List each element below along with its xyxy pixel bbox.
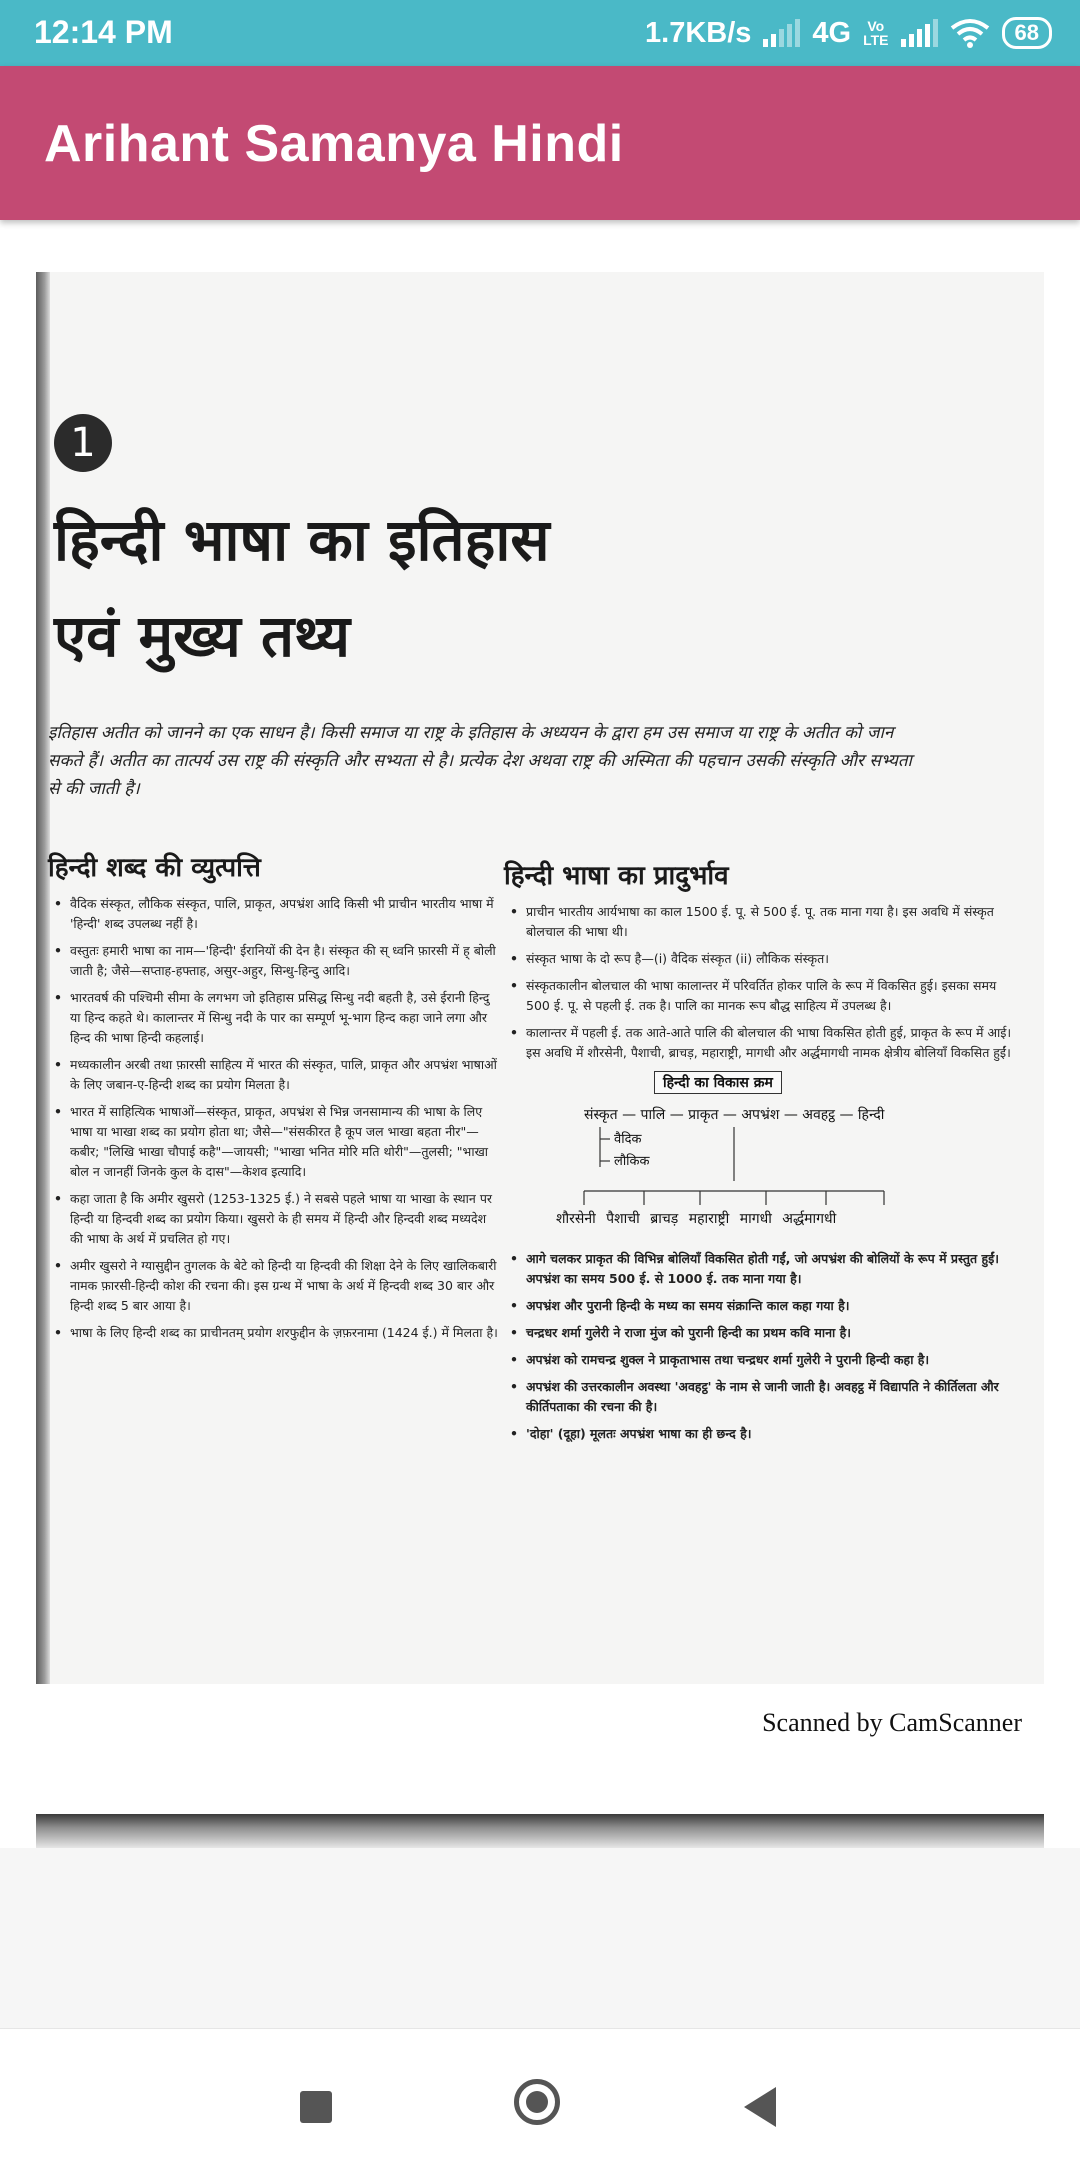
- diagram-laukik: लौकिक: [614, 1154, 650, 1169]
- battery-icon: [1002, 17, 1052, 49]
- app-title: Arihant Samanya Hindi: [44, 115, 624, 173]
- list-item: • संस्कृत भाषा के दो रूप है—(i) वैदिक संस्कृत (ii) लौकिक संस्कृत।: [504, 949, 1024, 969]
- app-bar: [0, 66, 1080, 220]
- diagram-dialects: शौरसेनी पैशाची ब्राचड़ महाराष्ट्री मागधी अर्द्धमागधी: [556, 1211, 837, 1227]
- diagram-sequence: संस्कृत — पालि — प्राकृत — अपभ्रंश — अवहट्ठ — हिन्दी: [584, 1107, 885, 1123]
- status-icons: [645, 12, 1052, 54]
- list-item: • मध्यकालीन अरबी तथा फ़ारसी साहित्य में भारत की संस्कृत, पालि, प्राकृत और अपभ्रंश भाषाओं के लिए जबान-ए-हिन्दी शब्द का प्रयोग मिलता है।: [48, 1055, 500, 1095]
- right-points: [504, 902, 1024, 1063]
- back-button[interactable]: [744, 2087, 776, 2127]
- list-item: • अमीर खुसरो ने ग्यासुद्दीन तुगलक के बेटे को हिन्दी या हिन्दवी की शिक्षा देने के लिए खालिकबारी नामक फ़ारसी-हिन्दी कोश की रचना की। इस ग्रन्थ में भाषा के अर्थ में हिन्दवी शब्द 30 बार और हिन्दी शब्द 5 बार आया है।: [48, 1256, 500, 1316]
- right-column: [504, 856, 1024, 1451]
- status-time: 12:14 PM: [34, 14, 173, 50]
- list-item: • वस्तुतः हमारी भाषा का नाम—'हिन्दी' ईरानियों की देन है। संस्कृत की स् ध्वनि फ़ारसी में ह् बोली जाती है; जैसे—सप्ताह-हफ्ताह, असुर-अहुर, सिन्धु-हिन्दु आदि।: [48, 941, 500, 981]
- next-page-preview[interactable]: [36, 1814, 1044, 1848]
- status-bar: [0, 0, 1080, 66]
- navigation-bar: [0, 2028, 1080, 2161]
- list-item: • कालान्तर में पहली ई. तक आते-आते पालि की बोलचाल की भाषा विकसित होती हुई, प्राकृत के रूप में आई। इस अवधि में शौरसेनी, पैशाची, ब्राचड़, महाराष्ट्री, मागधी और अर्द्धमागधी नामक क्षेत्रीय बोलियाँ विकसित हुईं।: [504, 1023, 1024, 1063]
- diagram-vedic: वैदिक: [614, 1132, 642, 1147]
- chapter-title: [54, 492, 754, 684]
- recents-button[interactable]: [300, 2091, 332, 2123]
- home-button[interactable]: [514, 2079, 560, 2125]
- list-item: • अपभ्रंश की उत्तरकालीन अवस्था 'अवहट्ठ' के नाम से जानी जाती है। अवहट्ठ में विद्यापति ने कीर्तिलता और कीर्तिपताका की रचना की है।: [504, 1377, 1024, 1417]
- list-item: • भाषा के लिए हिन्दी शब्द का प्राचीनतम् प्रयोग शरफुद्दीन के ज़फ़रनामा (1424 ई.) में मिलता है।: [48, 1323, 500, 1343]
- chapter-number-badge: 1: [54, 414, 112, 472]
- left-points: [48, 894, 500, 1343]
- list-item: • अपभ्रंश को रामचन्द्र शुक्ल ने प्राकृताभास तथा चन्द्रधर शर्मा गुलेरी ने पुरानी हिन्दी कहा है।: [504, 1350, 1024, 1370]
- list-item: • संस्कृतकालीन बोलचाल की भाषा कालान्तर में परिवर्तित होकर पालि के रूप में विकसित हुई। इसका समय 500 ई. पू. से पहली ई. तक है। पालि का मानक रूप बौद्ध साहित्य में उपलब्ध है।: [504, 976, 1024, 1016]
- chapter-title-line2: एवं मुख्य तथ्य: [54, 602, 351, 670]
- network-type: 4G: [812, 16, 852, 49]
- right-points-continued: [504, 1249, 1024, 1444]
- list-item: • 'दोहा' (दूहा) मूलतः अपभ्रंश भाषा का ही छन्द है।: [504, 1424, 1024, 1444]
- list-item: • अपभ्रंश और पुरानी हिन्दी के मध्य का समय संक्रान्ति काल कहा गया है।: [504, 1296, 1024, 1316]
- language-evolution-diagram: [504, 1071, 1024, 1237]
- list-item: • आगे चलकर प्राकृत की विभिन्न बोलियाँ विकसित होती गईं, जो अपभ्रंश की बोलियों के रूप में प्रस्तुत हुईं। अपभ्रंश का समय 500 ई. से 1000 ई. तक माना गया है।: [504, 1249, 1024, 1289]
- intro-paragraph: इतिहास अतीत को जानने का एक साधन है। किसी समाज या राष्ट्र के इतिहास के अध्ययन के द्वारा हम उस समाज या राष्ट्र के अतीत को जान सकते हैं। अतीत का तात्पर्य उस राष्ट्र की संस्कृति और सभ्यता से है। प्रत्येक देश अथवा राष्ट्र की अस्मिता की पहचान उसकी संस्कृति और सभ्यता से की जाती है।: [48, 723, 912, 799]
- right-column-heading: हिन्दी भाषा का प्रादुर्भाव: [504, 861, 729, 891]
- left-column-heading: हिन्दी शब्द की व्युत्पत्ति: [48, 853, 261, 883]
- list-item: • कहा जाता है कि अमीर खुसरो (1253-1325 ई.) ने सबसे पहले भाषा या भाखा के स्थान पर हिन्दी या हिन्दवी शब्द का प्रयोग किया। खुसरो के ही समय में हिन्दी और हिन्दवी शब्द मध्यदेश की भाषा के अर्थ में प्रचलित हो गए।: [48, 1189, 500, 1249]
- battery-level: 68: [1014, 20, 1039, 45]
- scanned-page[interactable]: [36, 272, 1044, 1684]
- chapter-title-line1: हिन्दी भाषा का इतिहास: [54, 506, 550, 574]
- signal-icon: [763, 19, 800, 47]
- list-item: • चन्द्रधर शर्मा गुलेरी ने राजा मुंज को पुरानी हिन्दी का प्रथम कवि माना है।: [504, 1323, 1024, 1343]
- list-item: • प्राचीन भारतीय आर्यभाषा का काल 1500 ई. पू. से 500 ई. पू. तक माना गया है। इस अवधि में संस्कृत बोलचाल की भाषा थी।: [504, 902, 1024, 942]
- list-item: • वैदिक संस्कृत, लौकिक संस्कृत, पालि, प्राकृत, अपभ्रंश आदि किसी भी प्राचीन भारतीय भाषा में 'हिन्दी' शब्द उपलब्ध नहीं है।: [48, 894, 500, 934]
- scanner-watermark: Scanned by CamScanner: [762, 1708, 1022, 1737]
- diagram-title: हिन्दी का विकास क्रम: [654, 1071, 782, 1094]
- network-speed: 1.7KB/s: [645, 16, 752, 49]
- volte-indicator: Vo LTE: [863, 18, 889, 48]
- empty-area: [0, 1848, 1080, 2028]
- wifi-icon: [950, 18, 990, 48]
- list-item: • भारत में साहित्यिक भाषाओं—संस्कृत, प्राकृत, अपभ्रंश से भिन्न जनसामान्य की भाषा के लिए भाषा या भाखा शब्द का प्रयोग होता था; जैसे—"संसकीरत है कूप जल भाखा बहता नीर"—कबीर; "लिखि भाखा चौपाई कहै"—जायसी; "भाखा भनित मोरि मति थोरी"—तुलसी; "भाखा बोल न जानहीं जिनके कुल के दास"—केशव इत्यादि।: [48, 1102, 500, 1182]
- signal-icon-2: [901, 19, 938, 47]
- list-item: • भारतवर्ष की पश्चिमी सीमा के लगभग जो इतिहास प्रसिद्ध सिन्धु नदी बहती है, उसे ईरानी हिन्दु या हिन्द कहते थे। कालान्तर में सिन्धु नदी के पार का सम्पूर्ण भू-भाग हिन्द कहा जाने लगा और हिन्द की भाषा हिन्दी कहलाई।: [48, 988, 500, 1048]
- left-column: [48, 848, 500, 1350]
